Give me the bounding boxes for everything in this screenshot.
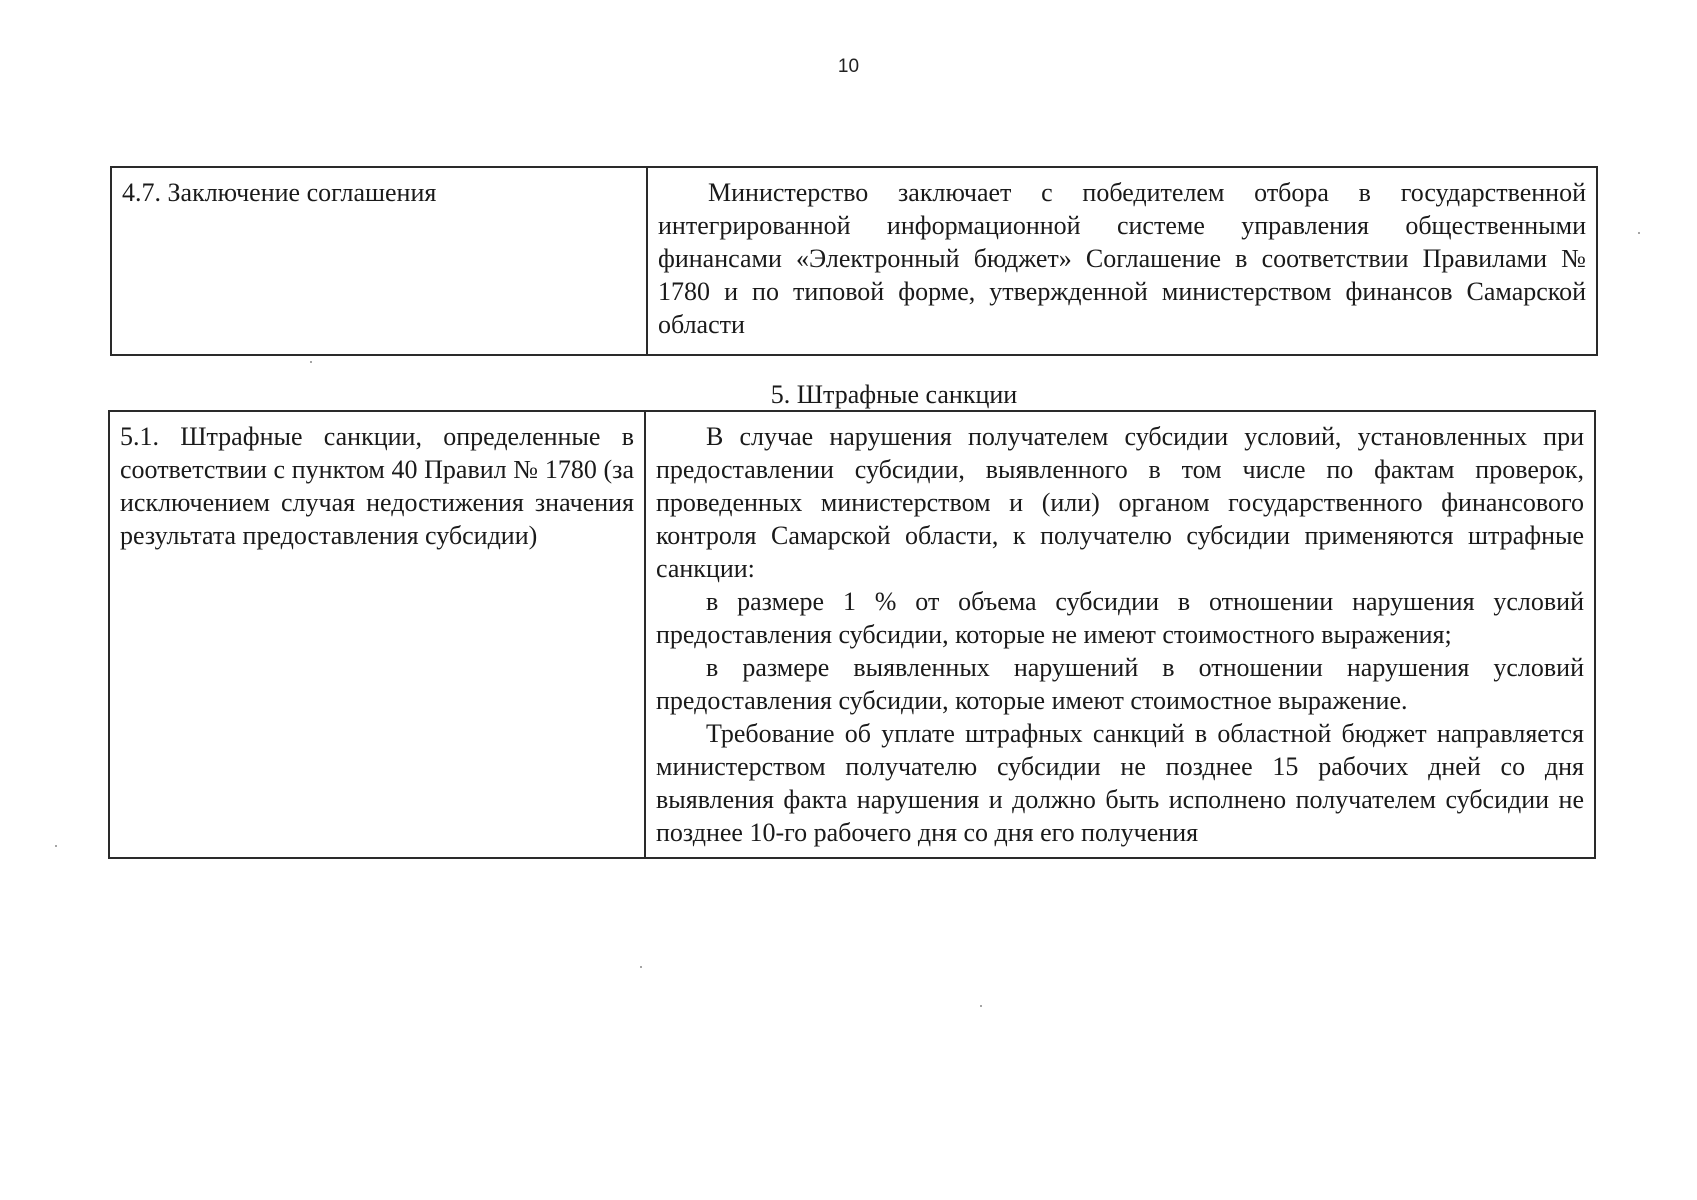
row-paragraph: в размере 1 % от объема субсидии в отношении нарушения условий предоставления субсидии, которые не имеют стоимостного выражения;: [656, 587, 1584, 649]
row-paragraph: в размере выявленных нарушений в отношении нарушения условий предоставления субсидии, которые имеют стоимостное выражение.: [656, 653, 1584, 715]
table-row: [111, 167, 1597, 355]
agreement-table: [110, 166, 1598, 356]
scan-speck: [310, 361, 312, 363]
row-content-cell: [645, 411, 1595, 858]
scan-speck: [1638, 232, 1640, 234]
row-label-cell: [111, 167, 647, 355]
row-content-cell: [647, 167, 1597, 355]
row-label-cell: [109, 411, 645, 858]
scan-speck: [980, 1005, 982, 1007]
row-label: 4.7. Заключение соглашения: [122, 178, 437, 207]
scan-speck: [55, 845, 57, 847]
table-row: [109, 411, 1595, 858]
penalties-table: [108, 410, 1596, 859]
row-label: 5.1. Штрафные санкции, определенные в соответствии с пунктом 40 Правил № 1780 (за исключением случая недостижения значения результата предоставления субсидии): [120, 422, 634, 550]
row-paragraph: Требование об уплате штрафных санкций в областной бюджет направляется министерством получателю субсидии не позднее 15 рабочих дней со дня выявления факта нарушения и должно быть исполнено получателем субсидии не позднее 10-го рабочего дня со дня его получения: [656, 719, 1584, 847]
scan-speck: [640, 966, 642, 968]
row-paragraph: Министерство заключает с победителем отбора в государственной интегрированной информационной системе управления общественными финансами «Электронный бюджет» Соглашение в соответствии Правилами № 1780 и по типовой форме, утвержденной министерством финансов Самарской области: [658, 178, 1586, 339]
page-number: 10: [837, 56, 860, 77]
row-paragraph: В случае нарушения получателем субсидии условий, установленных при предоставлении субсидии, выявленного в том числе по фактам проверок, проведенных министерством и (или) органом государственного финансового контроля Самарской области, к получателю субсидии применяются штрафные санкции:: [656, 422, 1584, 583]
section-title: 5. Штрафные санкции: [770, 380, 1018, 409]
